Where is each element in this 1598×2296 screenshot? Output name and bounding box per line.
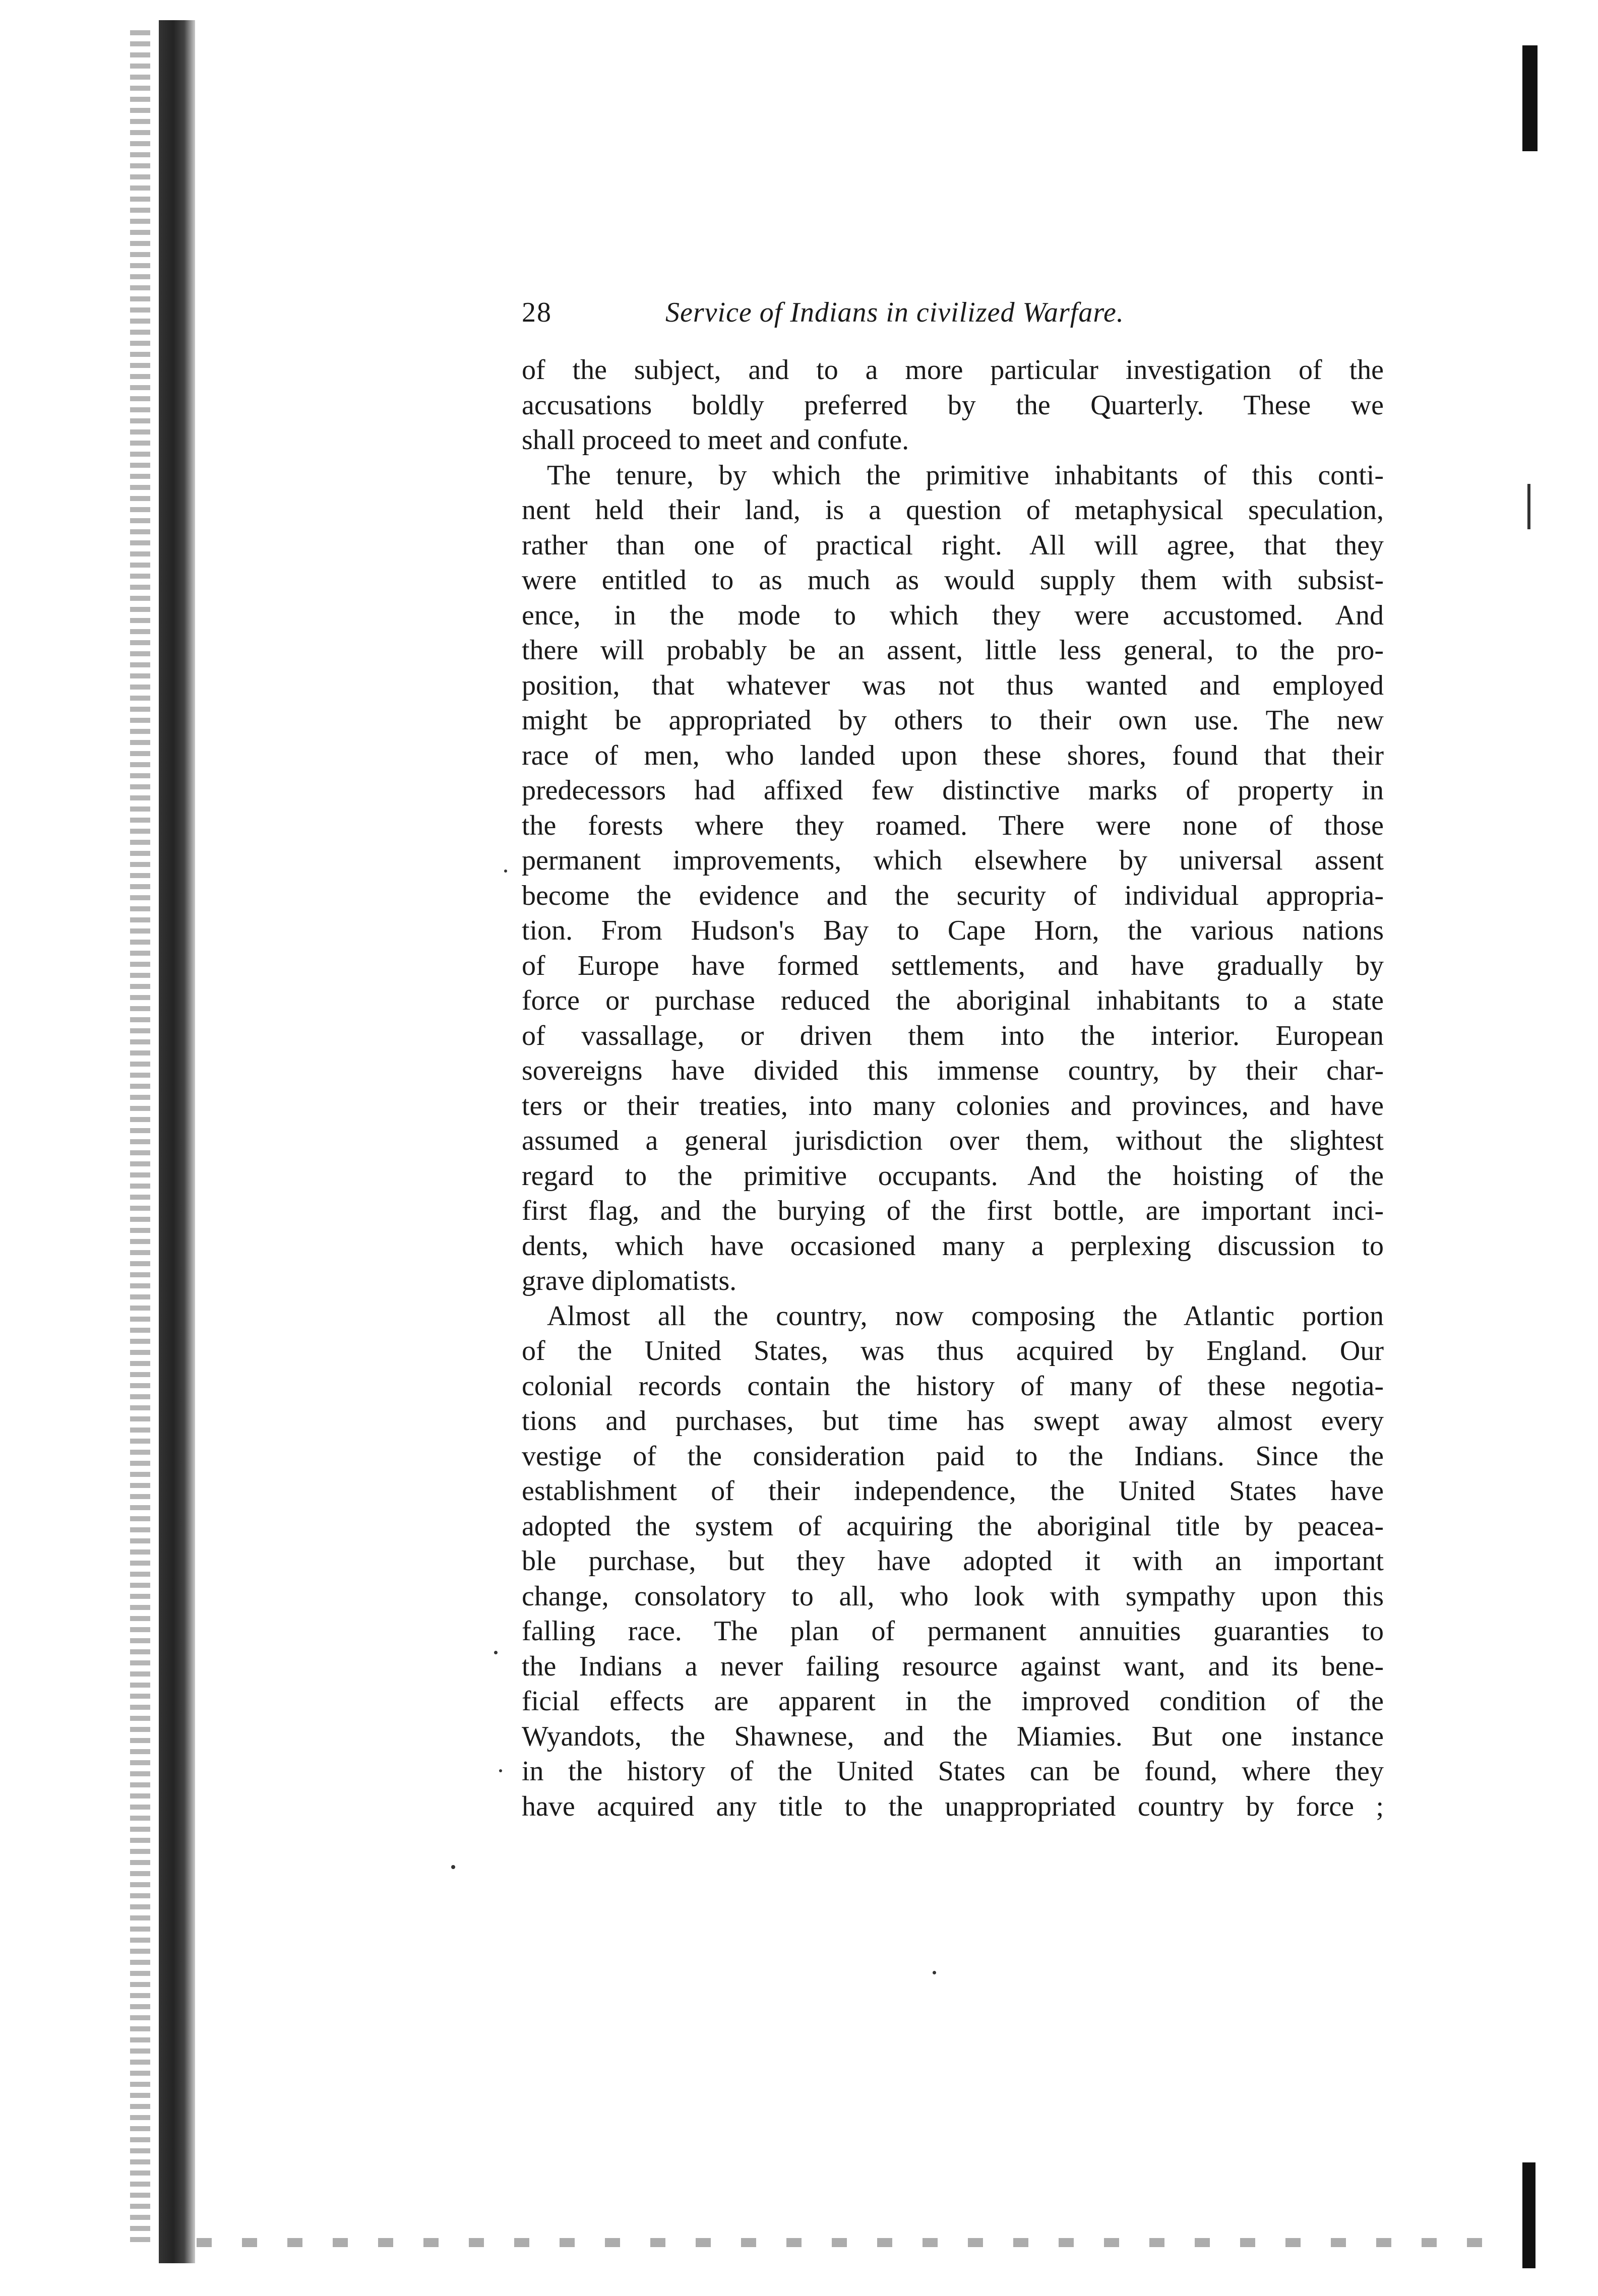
page-edge-mark-top xyxy=(1522,45,1538,151)
text-line: the Indians a never failing resource against want, and its bene- xyxy=(522,1650,1384,1682)
text-line: first flag, and the burying of the first bottle, are important inci- xyxy=(522,1195,1384,1226)
text-line: force or purchase reduced the aboriginal inhabitants to a state xyxy=(522,985,1384,1016)
text-line: of the United States, was thus acquired by England. Our xyxy=(522,1335,1384,1367)
text-line: of the subject, and to a more particular investigation of the xyxy=(522,354,1384,386)
text-line: the forests where they roamed. There were none of those xyxy=(522,810,1384,841)
text-line: Wyandots, the Shawnese, and the Miamies. But one instance xyxy=(522,1720,1384,1752)
body-text xyxy=(522,353,1384,1875)
text-line: might be appropriated by others to their own use. The new xyxy=(522,705,1384,736)
text-line: of Europe have formed settlements, and have gradually by xyxy=(522,950,1384,981)
text-line: colonial records contain the history of many of these negotia- xyxy=(522,1370,1384,1402)
text-line: were entitled to as much as would supply them with subsist- xyxy=(522,565,1384,596)
text-line: assumed a general jurisdiction over them, without the slightest xyxy=(522,1125,1384,1156)
text-line: nent held their land, is a question of metaphysical speculation, xyxy=(522,494,1384,526)
bottom-edge-noise xyxy=(197,2238,1507,2247)
text-line: adopted the system of acquiring the aboriginal title by peacea- xyxy=(522,1510,1384,1542)
page-number: 28 xyxy=(522,297,552,328)
text-line: in the history of the United States can be found, where they xyxy=(522,1756,1384,1787)
text-line: become the evidence and the security of individual appropria- xyxy=(522,880,1384,911)
text-line: ters or their treaties, into many colonies and provinces, and have xyxy=(522,1090,1384,1122)
text-line: regard to the primitive occupants. And the hoisting of the xyxy=(522,1160,1384,1192)
text-line: race of men, who landed upon these shores, found that their xyxy=(522,739,1384,771)
text-line: there will probably be an assent, little less general, to the pro- xyxy=(522,635,1384,666)
stray-dot xyxy=(451,1865,455,1869)
text-line: permanent improvements, which elsewhere by universal assent xyxy=(522,845,1384,876)
text-line: rather than one of practical right. All will agree, that they xyxy=(522,529,1384,561)
text-line: ble purchase, but they have adopted it with an important xyxy=(522,1545,1384,1577)
text-line: falling race. The plan of permanent annuities guaranties to xyxy=(522,1616,1384,1647)
text-line: ficial effects are apparent in the improved condition of the xyxy=(522,1686,1384,1717)
binding-edge-texture xyxy=(130,30,150,2248)
page-edge-mark-middle xyxy=(1527,484,1530,529)
text-line: dents, which have occasioned many a perplexing discussion to xyxy=(522,1230,1384,1262)
text-line: sovereigns have divided this immense country, by their char- xyxy=(522,1055,1384,1086)
text-line: tions and purchases, but time has swept away almost every xyxy=(522,1405,1384,1437)
stray-dot xyxy=(494,1651,498,1654)
text-line: The tenure, by which the primitive inhabitants of this conti- xyxy=(547,459,1384,491)
text-line: change, consolatory to all, who look with sympathy upon this xyxy=(522,1580,1384,1612)
text-line: ence, in the mode to which they were accustomed. And xyxy=(522,599,1384,631)
text-line: vestige of the consideration paid to the Indians. Since the xyxy=(522,1440,1384,1472)
running-head xyxy=(522,290,1389,335)
text-line: accusations boldly preferred by the Quarterly. These we xyxy=(522,389,1384,421)
text-line: predecessors had affixed few distinctive marks of property in xyxy=(522,775,1384,806)
text-line: tion. From Hudson's Bay to Cape Horn, the various nations xyxy=(522,915,1384,946)
running-title: Service of Indians in civilized Warfare. xyxy=(665,297,1124,328)
text-line: Almost all the country, now composing the Atlantic portion xyxy=(547,1300,1384,1332)
text-line: of vassallage, or driven them into the interior. European xyxy=(522,1020,1384,1051)
binding-shadow xyxy=(159,20,195,2263)
text-line: establishment of their independence, the United States have xyxy=(522,1475,1384,1507)
stray-dot xyxy=(499,1769,502,1772)
text-line: shall proceed to meet and confute. xyxy=(522,424,909,456)
page-edge-mark-bottom xyxy=(1522,2162,1535,2268)
text-line: grave diplomatists. xyxy=(522,1265,737,1296)
stray-dot xyxy=(504,870,507,873)
text-line: have acquired any title to the unappropriated country by force ; xyxy=(522,1790,1384,1822)
stray-dot xyxy=(933,1971,936,1974)
text-line: position, that whatever was not thus wanted and employed xyxy=(522,669,1384,701)
